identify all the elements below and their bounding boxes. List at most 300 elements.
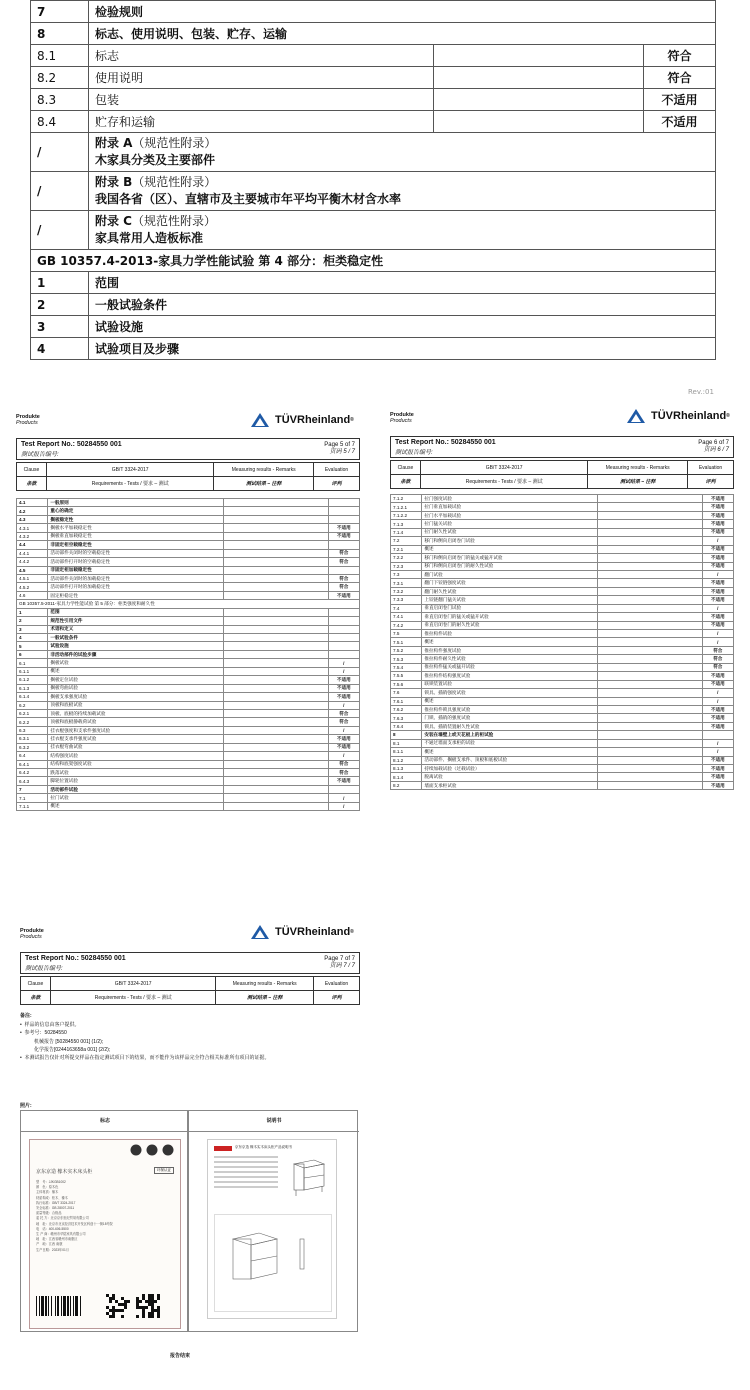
products-label: Produkte Products xyxy=(16,414,40,426)
clause-title: 重心的确定 xyxy=(48,507,224,515)
remarks-cell xyxy=(224,515,329,523)
manual-text-block xyxy=(214,1156,278,1188)
clause-number: 7.4.1 xyxy=(391,613,422,621)
clause-title: 搁板支承强度试验 xyxy=(48,693,224,701)
label-symbols xyxy=(130,1144,174,1156)
clause-number: 8.4 xyxy=(31,111,89,133)
remarks-cell xyxy=(224,541,329,549)
evaluation-cell: / xyxy=(702,537,733,545)
clause-title: 锁具、插销强度试验 xyxy=(422,689,598,697)
label-line: 生 产 商：赣州市华铭家具有限公司 xyxy=(36,1232,86,1237)
remarks-cell xyxy=(598,739,703,747)
clause-title: 搁板试验 xyxy=(48,659,224,667)
remarks-cell xyxy=(224,608,329,616)
clause-row xyxy=(17,600,360,608)
evaluation-cell: 不适用 xyxy=(702,520,733,528)
care-symbol-icon xyxy=(130,1144,142,1156)
tuv-logo: TÜVRheinland ® xyxy=(626,408,730,424)
clause-title: 门锁、插销的强度试验 xyxy=(422,714,598,722)
remarks-cell xyxy=(224,566,329,574)
standard-title: GB 10357.4-2013-家具力学性能试验 第 4 部分：柜类稳定性 xyxy=(31,250,716,272)
clause-title: 推拉构件猛关或猛开试验 xyxy=(422,663,598,671)
remarks-cell xyxy=(598,503,703,511)
evaluation-cell xyxy=(328,634,359,642)
evaluation-cell: / xyxy=(702,697,733,705)
remarks-cell xyxy=(434,45,644,67)
evaluation-cell: 不适用 xyxy=(702,579,733,587)
clause-row xyxy=(17,693,360,701)
clause-title: 推拉构件强度试验 xyxy=(422,646,598,654)
clause-number: 6.4 xyxy=(17,752,48,760)
evaluation-cell: 不适用 xyxy=(702,756,733,764)
evaluation-cell: 符合 xyxy=(328,769,359,777)
remarks-cell xyxy=(598,773,703,781)
clause-number: 8.1.3 xyxy=(391,765,422,773)
clause-number: 7.6 xyxy=(391,689,422,697)
remarks-cell xyxy=(224,676,329,684)
clause-row xyxy=(391,495,734,503)
clause-row xyxy=(391,655,734,663)
clause-row xyxy=(17,566,360,574)
clause-number: 7.5.3 xyxy=(391,655,422,663)
brand-badge xyxy=(214,1146,232,1151)
remarks-cell xyxy=(598,646,703,654)
standard-title-row xyxy=(31,250,716,272)
tuv-logo: TÜVRheinland ® xyxy=(250,412,354,428)
clause-row xyxy=(391,773,734,781)
remarks-cell xyxy=(598,689,703,697)
clause-number: 8 xyxy=(391,731,422,739)
clause-number: 7.1.2 xyxy=(391,495,422,503)
clause-row xyxy=(391,646,734,654)
remarks-cell xyxy=(224,549,329,557)
remarks-cell xyxy=(598,748,703,756)
clause-number: 4.5.1 xyxy=(17,574,48,582)
clause-row xyxy=(17,760,360,768)
clause-title: 概述 xyxy=(422,638,598,646)
evaluation-cell xyxy=(328,785,359,793)
clause-number: 7.1.3 xyxy=(391,520,422,528)
clause-row xyxy=(17,718,360,726)
label-text-lines xyxy=(36,1180,113,1253)
clause-number: 6.1.2 xyxy=(17,676,48,684)
remarks-cell xyxy=(224,726,329,734)
clause-title: 活动部件、搁板支承件、顶板和底板试验 xyxy=(422,756,598,764)
remarks-cell xyxy=(224,659,329,667)
clause-number: 4 xyxy=(17,634,48,642)
clause-title: 概述 xyxy=(422,697,598,705)
clause-number: 8.2 xyxy=(31,67,89,89)
clause-title: 不通过墙面支承柜的试验 xyxy=(422,739,598,747)
evaluation-cell: 符合 xyxy=(328,718,359,726)
clause-number: 7.2.3 xyxy=(391,562,422,570)
evaluation-cell: 不适用 xyxy=(328,693,359,701)
remarks-cell xyxy=(224,667,329,675)
remarks-cell xyxy=(224,583,329,591)
remarks-cell xyxy=(224,743,329,751)
label-line: 颜 色：原木色 xyxy=(36,1185,59,1190)
evaluation-cell: / xyxy=(328,701,359,709)
standard-clauses-table xyxy=(30,0,716,360)
report-page-6 xyxy=(390,408,734,888)
standard-title: GB 10357.5-2011-家具力学性能试验 第 5 部分：柜类强度和耐久性 xyxy=(17,600,360,608)
evaluation-cell: 不适用 xyxy=(328,591,359,599)
evaluation-cell: / xyxy=(702,748,733,756)
clause-title: 概述 xyxy=(48,667,224,675)
clause-row xyxy=(391,739,734,747)
clause-row xyxy=(17,499,360,507)
note-item: 机械报告 [50284550 001] (1/2); xyxy=(34,1038,104,1045)
remarks-cell xyxy=(598,537,703,545)
evaluation-cell xyxy=(328,625,359,633)
column-header: Clause GB/T 3324-2017 Measuring results - Remarks Evaluation 条款 Requirements - Tests / 要求 – 测试 测试结果 – 注释 评判 xyxy=(390,460,734,489)
clause-row xyxy=(391,579,734,587)
clause-title: 概述 xyxy=(48,802,224,810)
clause-title: 贮存和运输 xyxy=(88,111,433,133)
evaluation-cell: 符合 xyxy=(702,663,733,671)
clause-row xyxy=(17,524,360,532)
clause-number: 6.3.2 xyxy=(17,743,48,751)
clause-row xyxy=(391,765,734,773)
evaluation-cell: 不适用 xyxy=(702,680,733,688)
remarks-cell xyxy=(224,718,329,726)
clause-row xyxy=(391,680,734,688)
table-row xyxy=(31,23,716,45)
remarks-cell xyxy=(598,705,703,713)
clause-title: 拉门强度试验 xyxy=(422,495,598,503)
clause-title: 上铰链翻门猛关试验 xyxy=(422,596,598,604)
evaluation-cell: 不适用 xyxy=(702,495,733,503)
clause-row xyxy=(391,545,734,553)
remarks-cell xyxy=(598,570,703,578)
remarks-cell xyxy=(224,684,329,692)
remarks-cell xyxy=(224,625,329,633)
note-item: • 本测试报告仅针对所提交样品在指定测试项目下的结果，而不能作为该样品完全符合相关标准所有项目的证据。 xyxy=(20,1054,270,1061)
clause-title: 挂衣棍强度和支承件强度试验 xyxy=(48,726,224,734)
clause-number: 4.4.2 xyxy=(17,558,48,566)
remarks-cell xyxy=(434,67,644,89)
evaluation-cell: 不适用 xyxy=(702,554,733,562)
evaluation-cell: / xyxy=(702,638,733,646)
clause-row xyxy=(17,574,360,582)
cabinet-diagram-icon xyxy=(229,1227,281,1287)
clause-number: 6.4.3 xyxy=(17,777,48,785)
evaluation-cell: 符合 xyxy=(328,760,359,768)
remarks-cell xyxy=(598,765,703,773)
remarks-cell xyxy=(224,785,329,793)
clause-number: 6 xyxy=(17,650,48,658)
appendix-title: 附录 B（规范性附录） 我国各省（区）、直辖市及主要城市年平均平衡木材含水率 xyxy=(88,172,715,211)
clause-number: 7.5.6 xyxy=(391,680,422,688)
clause-title: 一般原则 xyxy=(48,499,224,507)
clause-row xyxy=(391,705,734,713)
clause-title: 顶板和底板静载荷试验 xyxy=(48,718,224,726)
assembly-diagram xyxy=(214,1214,332,1312)
remarks-cell xyxy=(598,554,703,562)
remarks-cell xyxy=(598,781,703,789)
evaluation-cell: 符合 xyxy=(328,549,359,557)
tuv-triangle-icon xyxy=(250,412,270,428)
clause-row xyxy=(17,802,360,810)
evaluation-cell: 不适用 xyxy=(702,613,733,621)
clause-title: 拉门猛关试验 xyxy=(422,520,598,528)
clause-row xyxy=(17,591,360,599)
clause-number: 4.5.2 xyxy=(17,583,48,591)
clause-number: 1 xyxy=(31,272,89,294)
clause-row xyxy=(17,769,360,777)
clause-number: 2 xyxy=(31,294,89,316)
clause-title: 翻门下铰链强度试验 xyxy=(422,579,598,587)
remarks-cell xyxy=(598,655,703,663)
clause-number: 8.1.4 xyxy=(391,773,422,781)
evaluation-cell xyxy=(328,515,359,523)
clause-row xyxy=(391,570,734,578)
remarks-cell xyxy=(598,511,703,519)
clause-row xyxy=(17,735,360,743)
appendix-row xyxy=(31,133,716,172)
evaluation-cell: 不适用 xyxy=(328,777,359,785)
clause-row xyxy=(17,515,360,523)
clause-number: 4.3.1 xyxy=(17,524,48,532)
remarks-cell xyxy=(598,621,703,629)
clause-title: 推拉构件试验 xyxy=(422,630,598,638)
column-header: Clause GB/T 3324-2017 Measuring results - Remarks Evaluation 条款 Requirements - Tests / 要求 – 测试 测试结果 – 注释 评判 xyxy=(16,462,360,491)
remarks-cell xyxy=(598,680,703,688)
label-line: 电 话：400-606-5500 xyxy=(36,1226,69,1231)
clause-number: / xyxy=(31,133,89,172)
clause-number: 4.5 xyxy=(17,566,48,574)
clause-row xyxy=(17,709,360,717)
remarks-cell xyxy=(224,709,329,717)
remarks-cell xyxy=(224,802,329,810)
clause-number: 7.1.1 xyxy=(17,802,48,810)
clause-title: 垂直启闭卷门的猛关或猛开试验 xyxy=(422,613,598,621)
clause-title: 活动部件打开时的加载稳定性 xyxy=(48,583,224,591)
care-symbol-icon xyxy=(162,1144,174,1156)
clause-title: 垂直启闭卷门试验 xyxy=(422,604,598,612)
clause-row xyxy=(17,532,360,540)
label-line: 材质构成：松木、橡木 xyxy=(36,1195,68,1200)
clause-row xyxy=(17,541,360,549)
remarks-cell xyxy=(224,642,329,650)
clause-row xyxy=(391,613,734,621)
clause-title: 标志 xyxy=(88,45,433,67)
clause-title: 活动部件关闭时的空载稳定性 xyxy=(48,549,224,557)
clause-title: 推拉构件锁具强度试验 xyxy=(422,705,598,713)
clause-title: 非固定柜空载稳定性 xyxy=(48,541,224,549)
table-row xyxy=(31,272,716,294)
clause-title: 试验设施 xyxy=(48,642,224,650)
clause-title: 翻门耐久性试验 xyxy=(422,587,598,595)
tuv-triangle-icon xyxy=(626,408,646,424)
label-line: 主体材质：橡木 xyxy=(36,1190,59,1195)
evaluation-cell: / xyxy=(328,752,359,760)
clause-title: 拉门试验 xyxy=(48,794,224,802)
clause-row xyxy=(391,604,734,612)
remarks-cell xyxy=(598,697,703,705)
clause-number: 7.1.2.1 xyxy=(391,503,422,511)
evaluation-cell: / xyxy=(328,667,359,675)
clause-row xyxy=(17,684,360,692)
clause-title: 非活动部件的试验步骤 xyxy=(48,650,224,658)
remarks-cell xyxy=(224,524,329,532)
appendix-title: 附录 C（规范性附录） 家具常用人造板标准 xyxy=(88,211,715,250)
label-line: 地 址：北京市北京经济技术开发区科创十一街18号院 xyxy=(36,1221,113,1226)
clause-number: 7.4 xyxy=(391,604,422,612)
clause-row xyxy=(17,726,360,734)
clause-row xyxy=(391,697,734,705)
clause-title: 一般试验条件 xyxy=(88,294,715,316)
remarks-cell xyxy=(224,650,329,658)
clause-rows xyxy=(16,498,360,811)
evaluation-cell: 不适用 xyxy=(644,89,716,111)
clause-title: 标志、使用说明、包装、贮存、运输 xyxy=(88,23,715,45)
note-item: 化学报告[0244163658a 001] (2/2); xyxy=(34,1047,111,1053)
label-line: 质量等级：合格品 xyxy=(36,1211,62,1216)
remarks-cell xyxy=(224,591,329,599)
evaluation-cell: 符合 xyxy=(328,709,359,717)
evaluation-cell: 不适用 xyxy=(702,621,733,629)
report-end: 报告结束 xyxy=(170,1353,191,1359)
clause-title: 范围 xyxy=(48,608,224,616)
clause-row xyxy=(391,537,734,545)
evaluation-cell: / xyxy=(702,689,733,697)
clause-row xyxy=(391,722,734,730)
clause-number: 7.3 xyxy=(391,570,422,578)
remarks-cell xyxy=(224,777,329,785)
table-row xyxy=(31,1,716,23)
clause-title: 搁板水平加载稳定性 xyxy=(48,524,224,532)
remarks-cell xyxy=(598,630,703,638)
remarks-cell xyxy=(598,714,703,722)
clause-row xyxy=(391,503,734,511)
clause-title: 包装 xyxy=(88,89,433,111)
evaluation-cell xyxy=(328,608,359,616)
clause-number: 7 xyxy=(31,1,89,23)
clause-number: 7.6.2 xyxy=(391,705,422,713)
evaluation-cell: 不适用 xyxy=(702,596,733,604)
clause-number: 7.5.2 xyxy=(391,646,422,654)
clause-number: / xyxy=(31,172,89,211)
clause-number: 6.1 xyxy=(17,659,48,667)
clause-number: 3 xyxy=(17,625,48,633)
clause-row xyxy=(17,507,360,515)
remarks-cell xyxy=(224,617,329,625)
remarks-cell xyxy=(224,558,329,566)
clause-row xyxy=(391,554,734,562)
clause-number: 6.1.4 xyxy=(17,693,48,701)
clause-number: 7.2.2 xyxy=(391,554,422,562)
table-row xyxy=(31,45,716,67)
clause-number: 7.3.1 xyxy=(391,579,422,587)
label-line: 安全标准：GB 28007-2011 xyxy=(36,1206,75,1211)
table-row xyxy=(31,111,716,133)
clause-title: 使用说明 xyxy=(88,67,433,89)
evaluation-cell: 符合 xyxy=(644,45,716,67)
remarks-cell xyxy=(598,495,703,503)
evaluation-cell: 符合 xyxy=(328,558,359,566)
clause-number: 6.4.1 xyxy=(17,760,48,768)
clause-title: 非固定柜加载稳定性 xyxy=(48,566,224,574)
clause-number: 4.4.1 xyxy=(17,549,48,557)
clause-number: 8.1.2 xyxy=(391,756,422,764)
clause-number: 7.6.3 xyxy=(391,714,422,722)
remarks-cell xyxy=(598,663,703,671)
clause-row xyxy=(391,672,734,680)
clause-number: 8.2 xyxy=(391,781,422,789)
clause-number: 6.3.1 xyxy=(17,735,48,743)
clause-row xyxy=(391,638,734,646)
clause-title: 墙面支承柜试验 xyxy=(422,781,598,789)
clause-number: 7.5 xyxy=(391,630,422,638)
clause-number: 8.1 xyxy=(31,45,89,67)
evaluation-cell xyxy=(328,642,359,650)
clause-number: 4.3.2 xyxy=(17,532,48,540)
remarks-cell xyxy=(598,545,703,553)
clause-title: 规范性引用文件 xyxy=(48,617,224,625)
clause-row xyxy=(391,748,734,756)
evaluation-cell xyxy=(328,566,359,574)
clause-row xyxy=(391,731,734,739)
clause-rows xyxy=(390,494,734,790)
photo-label: 照片: xyxy=(20,1103,32,1109)
evaluation-cell: 不适用 xyxy=(702,714,733,722)
product-label-image: 京东京造 橡木实木床头柜 环保认证 型 号：JJKGB1002 颜 色：原木色 主体材质：橡木 材质构成：松木、橡木 执行标准：GB/T 3324-2017 安全标准：GB 28007-2011 质量等级：合格品 委 托 方：北京京东世纪贸易有限公司 地 址：北京市北京经济技术开发区科创十一街18号院 电 话：400-606-5500 生 产 商：赣州市华铭家具有限公司 地 址：江西省赣州市南康区 产 地：江西 南康 生产日期：2023年01月 xyxy=(29,1139,181,1329)
clause-title: 推拉构件耐久性试验 xyxy=(422,655,598,663)
evaluation-cell xyxy=(328,499,359,507)
remarks-cell xyxy=(598,672,703,680)
clause-title: 一般试验条件 xyxy=(48,634,224,642)
clause-number: 7.4.2 xyxy=(391,621,422,629)
clause-number: 7.1.4 xyxy=(391,528,422,536)
remarks-cell xyxy=(224,693,329,701)
clause-number: 7.1 xyxy=(17,794,48,802)
clause-row xyxy=(17,752,360,760)
remarks-cell xyxy=(598,613,703,621)
clause-number: 6.1.1 xyxy=(17,667,48,675)
clause-row xyxy=(17,777,360,785)
evaluation-cell: / xyxy=(702,604,733,612)
table-row xyxy=(31,294,716,316)
evaluation-cell: 不适用 xyxy=(328,676,359,684)
clause-title: 顶板、底板的持续加载试验 xyxy=(48,709,224,717)
evaluation-cell: 符合 xyxy=(702,646,733,654)
products-label: Produkte Products xyxy=(20,928,44,940)
remarks-cell xyxy=(224,701,329,709)
remarks-cell xyxy=(224,507,329,515)
clause-number: 4 xyxy=(31,338,89,360)
clause-number: 6.4.2 xyxy=(17,769,48,777)
remarks-cell xyxy=(598,528,703,536)
care-symbol-icon xyxy=(146,1144,158,1156)
clause-title: 试验项目及步骤 xyxy=(88,338,715,360)
clause-title: 垂直启闭卷门的耐久性试验 xyxy=(422,621,598,629)
clause-number: 7.2.1 xyxy=(391,545,422,553)
evaluation-cell: 不适用 xyxy=(644,111,716,133)
remarks-cell xyxy=(224,794,329,802)
evaluation-cell: 不适用 xyxy=(328,743,359,751)
clause-number: 7 xyxy=(17,785,48,793)
clause-number: 6.1.3 xyxy=(17,684,48,692)
clause-number: 7.5.1 xyxy=(391,638,422,646)
remarks-cell xyxy=(224,752,329,760)
clause-number: 8.1.1 xyxy=(391,748,422,756)
clause-title: 移门和侧向启闭卷门的猛关或猛开试验 xyxy=(422,554,598,562)
barcode-icon xyxy=(36,1296,98,1320)
evaluation-cell: 不适用 xyxy=(702,781,733,789)
report-page-5 xyxy=(16,408,360,908)
remarks-cell xyxy=(434,111,644,133)
